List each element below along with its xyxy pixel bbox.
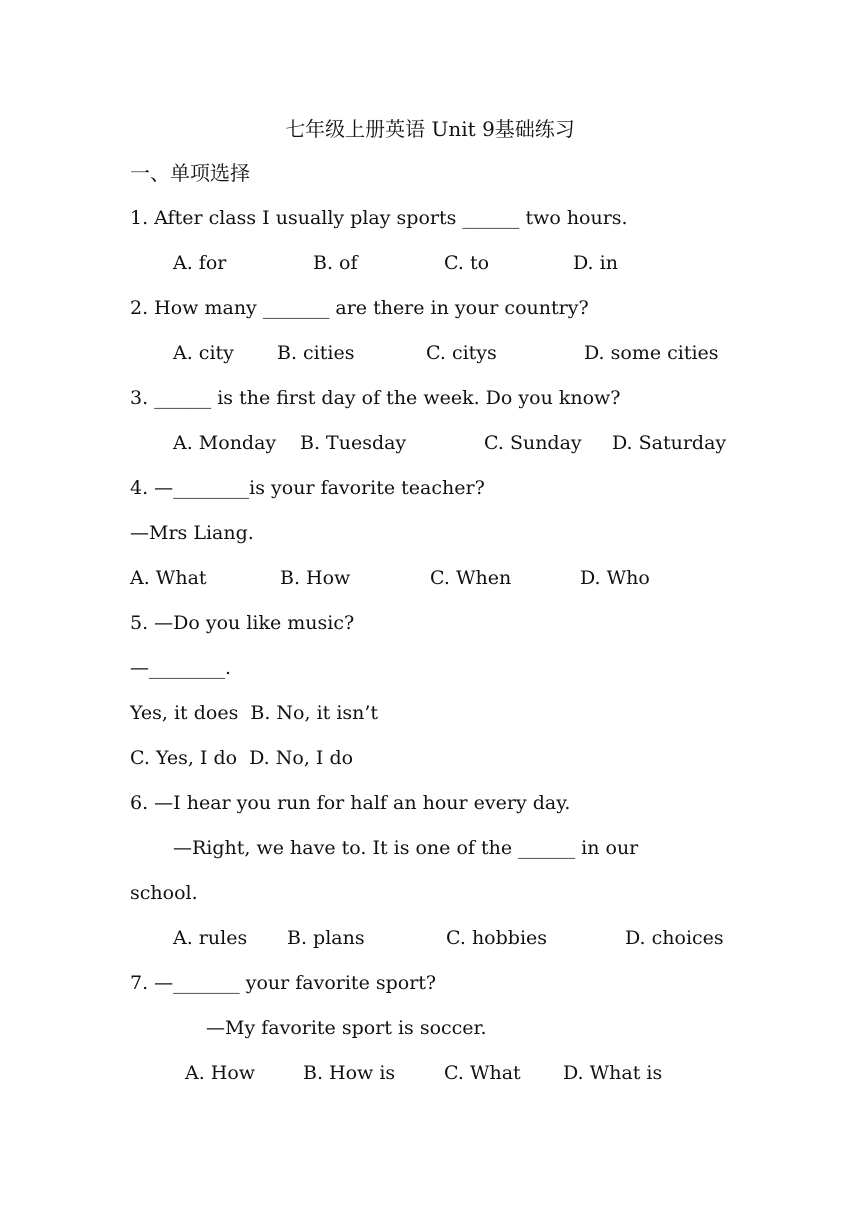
question-5-reply: —________.	[130, 657, 232, 679]
question-6-option-a: A. rules	[173, 927, 248, 949]
question-2-option-c: C. citys	[426, 342, 497, 364]
question-5-options-line-1: Yes, it does B. No, it isn’t	[130, 702, 379, 724]
question-2-option-a: A. city	[173, 342, 234, 364]
question-3-option-b: B. Tuesday	[300, 432, 407, 454]
question-7-reply: —My favorite sport is soccer.	[206, 1017, 487, 1039]
question-1-option-d: D. in	[573, 252, 618, 274]
question-2-option-d: D. some cities	[584, 342, 719, 364]
question-4-reply: —Mrs Liang.	[130, 522, 254, 544]
question-4-option-b: B. How	[280, 567, 351, 589]
page-title: 七年级上册英语 Unit 9基础练习	[285, 117, 575, 141]
question-6-option-c: C. hobbies	[446, 927, 548, 949]
question-6-stem: 6. —I hear you run for half an hour every day.	[130, 792, 571, 814]
question-2-option-b: B. cities	[277, 342, 355, 364]
question-3-option-a: A. Monday	[173, 432, 277, 454]
question-6-option-d: D. choices	[625, 927, 724, 949]
question-1-option-a: A. for	[173, 252, 227, 274]
question-5-options-line-2: C. Yes, I do D. No, I do	[130, 747, 354, 769]
question-4-stem: 4. —________is your favorite teacher?	[130, 477, 485, 499]
question-3-option-d: D. Saturday	[612, 432, 727, 454]
question-1-option-b: B. of	[313, 252, 358, 274]
question-4-option-a: A. What	[130, 567, 207, 589]
question-2-stem: 2. How many _______ are there in your country?	[130, 297, 589, 319]
question-1-stem: 1. After class I usually play sports ______ two hours.	[130, 207, 628, 229]
question-4-option-d: D. Who	[580, 567, 650, 589]
question-7-option-d: D. What is	[563, 1062, 663, 1084]
question-7-option-a: A. How	[185, 1062, 256, 1084]
question-3-stem: 3. ______ is the first day of the week. Do you know?	[130, 387, 621, 409]
question-6-reply-continued: school.	[130, 882, 198, 904]
question-4-option-c: C. When	[430, 567, 512, 589]
question-7-option-b: B. How is	[303, 1062, 396, 1084]
question-7-option-c: C. What	[444, 1062, 521, 1084]
section-heading: 一、单项选择	[130, 161, 250, 185]
question-3-option-c: C. Sunday	[484, 432, 582, 454]
question-6-reply: —Right, we have to. It is one of the ______ in our	[173, 837, 639, 859]
question-6-option-b: B. plans	[287, 927, 365, 949]
question-5-stem: 5. —Do you like music?	[130, 612, 355, 634]
question-1-option-c: C. to	[444, 252, 490, 274]
question-7-stem: 7. —_______ your favorite sport?	[130, 972, 437, 994]
